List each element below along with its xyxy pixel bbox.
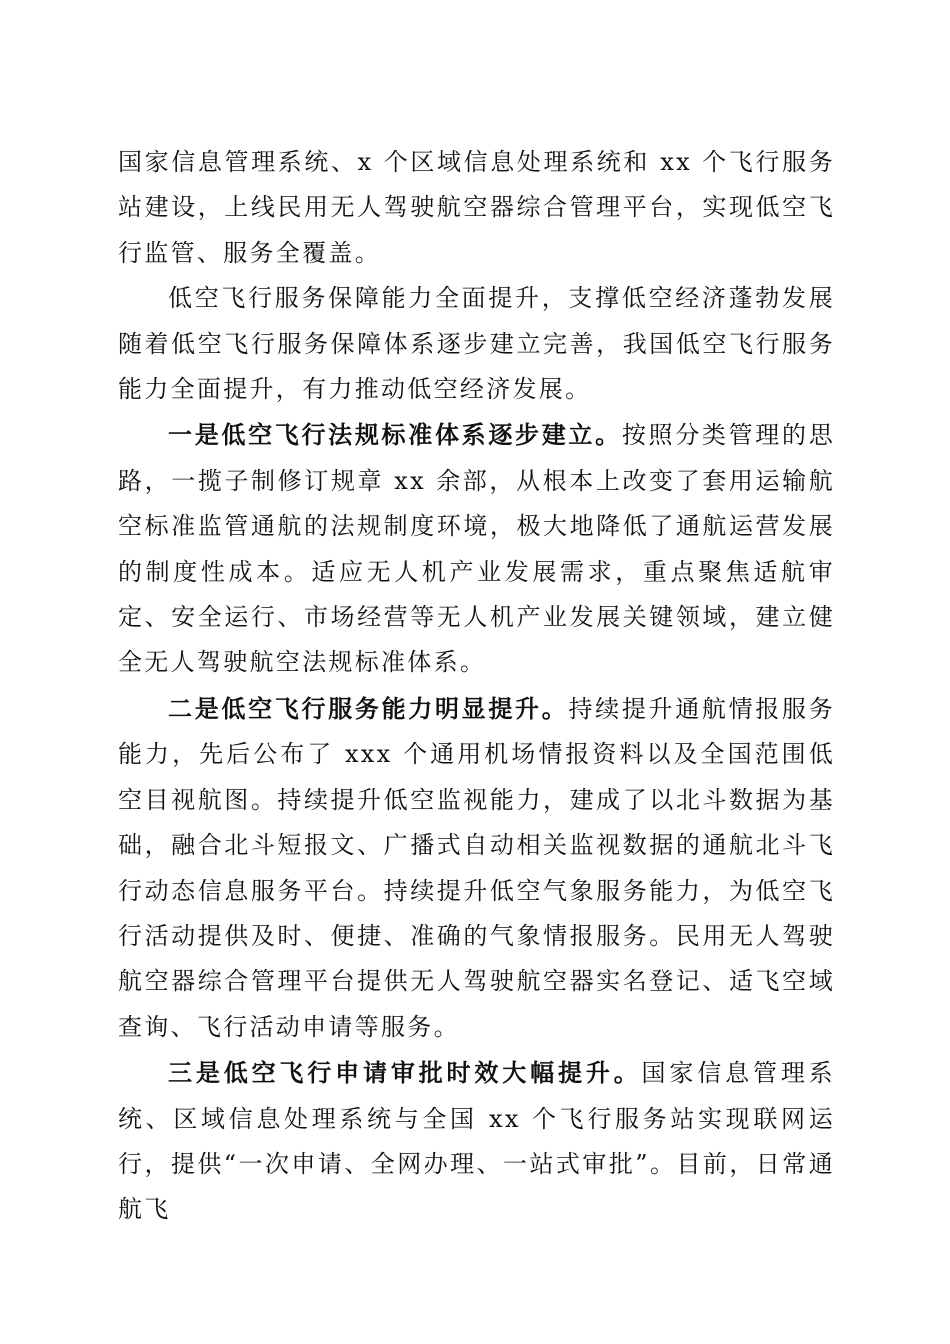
paragraph-text: 持续提升通航情报服务能力，先后公布了 xxx 个通用机场情报资料以及全国范围低空目视航图。持续提升低空监视能力，建成了以北斗数据为基础，融合北斗短报文、广播式自动相关监视数据的通航北斗飞行动态信息服务平台。持续提升低空气象服务能力，为低空飞行活动提供及时、便捷、准确的气象情报服务。民用无人驾驶航空器综合管理平台提供无人驾驶航空器实名登记、适飞空域查询、飞行活动申请等服务。 [118, 694, 835, 1041]
paragraph-text: 国家信息管理系统、区域信息处理系统与全国 xx 个飞行服务站实现联网运行，提供“一次申请、全网办理、一站式审批”。目前，日常通航飞 [118, 1059, 835, 1224]
paragraph-lead: 一是低空飞行法规标准体系逐步建立。 [168, 420, 622, 450]
paragraph-regulations [118, 412, 835, 685]
paragraph-text: 国家信息管理系统、x 个区域信息处理系统和 xx 个飞行服务站建设，上线民用无人驾驶航空器综合管理平台，实现低空飞行监管、服务全覆盖。 [118, 148, 835, 267]
paragraph-text: 低空飞行服务保障能力全面提升，支撑低空经济蓬勃发展随着低空飞行服务保障体系逐步建立完善，我国低空飞行服务能力全面提升，有力推动低空经济发展。 [118, 284, 835, 404]
document-body [118, 140, 835, 1233]
paragraph-continuation [118, 140, 835, 276]
paragraph-lead: 二是低空飞行服务能力明显提升。 [168, 693, 569, 723]
paragraph-approval-efficiency [118, 1050, 835, 1233]
paragraph-section-heading [118, 276, 835, 412]
paragraph-text: 按照分类管理的思路，一揽子制修订规章 xx 余部，从根本上改变了套用运输航空标准监管通航的法规制度环境，极大地降低了通航运营发展的制度性成本。适应无人机产业发展需求，重点聚焦适航审定、安全运行、市场经营等无人机产业发展关键领域，建立健全无人驾驶航空法规标准体系。 [118, 421, 835, 677]
paragraph-service-capability [118, 686, 835, 1050]
paragraph-lead: 三是低空飞行申请审批时效大幅提升。 [168, 1058, 642, 1088]
